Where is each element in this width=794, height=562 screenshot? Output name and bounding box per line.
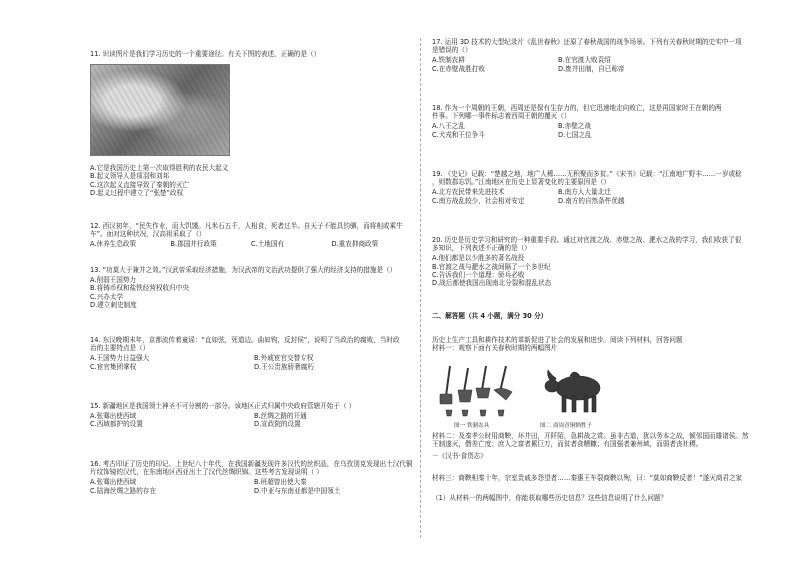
question-stem: 20. 历史是历史学习和研究的一种重要手段。通过对官渡之战、赤壁之战、淝水之战的学习，我们收获了很 bbox=[432, 236, 742, 244]
option-c[interactable]: C.陆海丝绸之路的存在 bbox=[90, 486, 157, 495]
question-13 bbox=[90, 266, 396, 309]
battle-illustration bbox=[90, 64, 230, 156]
option-a[interactable]: A.它是我国历史上第一次取得胜利的农民大起义 bbox=[90, 164, 229, 173]
option-c[interactable]: C.在赤壁战胜打败 bbox=[432, 64, 485, 73]
option-c[interactable]: C.告诉我们一个道理：骄兵必败 bbox=[432, 270, 525, 279]
intro-text: 历史上生产工具和耕作技术的革新促进了社会的发展和进步。阅读下列材料，回答问题 bbox=[432, 336, 683, 344]
option-b[interactable]: B.官渡之战与淝水之战间隔了一个多世纪 bbox=[432, 262, 551, 271]
question-stem: 是错误的（） bbox=[432, 46, 472, 55]
option-d[interactable]: D.宣政院的设置 bbox=[254, 420, 301, 429]
option-b[interactable]: B.南方人大量北迁 bbox=[558, 188, 611, 197]
section-heading: 二、解答题（共 4 小题，满分 30 分） bbox=[432, 312, 548, 320]
question-15 bbox=[90, 402, 412, 429]
option-a[interactable]: A.铁制农耕 bbox=[432, 56, 465, 65]
bronze-ox-figure bbox=[540, 362, 610, 420]
question-20 bbox=[432, 236, 772, 287]
material-2-text: 王制遂灭，僭差亡度；庶人之富者累巨万，而贫者食糟糠；有国强者兼州域，而弱者丧社稷。 bbox=[432, 440, 703, 449]
column-divider bbox=[420, 38, 421, 538]
option-b[interactable]: B.赤壁之战 bbox=[558, 122, 591, 131]
option-c[interactable]: C.土地国有 bbox=[251, 240, 285, 249]
option-a[interactable]: A.北方农民带来先进技术 bbox=[432, 188, 505, 197]
material-2 bbox=[432, 432, 772, 461]
question-12 bbox=[90, 222, 412, 249]
option-c[interactable]: C.这次起义直接导致了秦朝的灭亡 bbox=[90, 180, 190, 189]
question-stem: 14. 东汉晚期末年，京都流传着童谣：“直如弦，死道边。曲如钩，反封侯”，说明了当政治的腐败，当时政 bbox=[90, 336, 400, 344]
option-c[interactable]: C.兴办太学 bbox=[90, 292, 124, 301]
option-d[interactable]: D.战后都使我国出现南北分裂和混乱状态 bbox=[432, 279, 552, 288]
option-b[interactable]: B.起义领导人是项羽和刘邦 bbox=[90, 172, 170, 181]
option-a[interactable]: A.削弱王国势力 bbox=[90, 276, 137, 285]
material-3 bbox=[432, 474, 772, 482]
option-a[interactable]: A.张骞出使西域 bbox=[90, 478, 137, 487]
question-16 bbox=[90, 460, 412, 495]
option-d[interactable]: D.中亚与东南亚都是中国领土 bbox=[254, 486, 341, 495]
question-stem: 多知识，下列表述不正确的是（） bbox=[432, 244, 531, 253]
question-stem: 13. “功莫大于兼并之效。”汉武帝采取经济措施，为汉武帝的文治武功提供了强大的经济支持的措施是（） bbox=[90, 266, 397, 274]
option-b[interactable]: B.在官渡大败袁绍 bbox=[558, 56, 611, 65]
material-1-label: 材料一：观察下面有关春秋时期的两幅图片 bbox=[432, 344, 558, 353]
option-c[interactable]: C.宦官集团掌权 bbox=[90, 362, 137, 371]
question-stem: 18. 作为一个周朝的王朝，西周还是保有生存力的，但它迅速地走向败亡，这是再国家时王在朝的两 bbox=[432, 104, 722, 112]
figure-2-caption: 图二 商周青铜牺牲子 bbox=[540, 423, 593, 429]
sub-question-text: （1）从材料一的两幅图中，你能获取哪些历史信息？这些信息说明了什么问题？ bbox=[432, 494, 667, 502]
option-b[interactable]: B.郡国并行政策 bbox=[170, 240, 217, 249]
option-d[interactable]: D.废井田制，自已称帝 bbox=[558, 64, 625, 73]
option-d[interactable]: D.建立刺史制度 bbox=[90, 300, 137, 309]
question-stem: 17. 运用 3D 技术的大型纪录片《乱世春秋》还原了春秋战国的战争场景。下列有关春秋时期的史实中一项 bbox=[432, 38, 742, 46]
question-21 bbox=[432, 336, 772, 352]
question-stem: ，则数郡忘饥。”江南地区在历史上显著变化的主要原因是（） bbox=[432, 178, 611, 187]
question-stem: 15. 新疆地区是我国领土神圣不可分割的一部分。该地区正式归属中央政府管辖开始于（ ） bbox=[90, 402, 356, 410]
question-19 bbox=[432, 170, 772, 205]
option-d[interactable]: D.七国之乱 bbox=[558, 130, 592, 139]
material-3-text: 材料三：商鞅相秦十年，宗室贵戚多怨望者……秦惠王车裂商鞅以殉，曰：“莫如商鞅反者！”遂灭商君之家 bbox=[432, 474, 743, 482]
figure-1-caption: 图一 铁制农具 bbox=[454, 423, 490, 429]
option-c[interactable]: C.西域都护的设置 bbox=[90, 420, 143, 429]
option-d[interactable]: D.王公贵族骄奢腐朽 bbox=[254, 362, 314, 371]
option-b[interactable]: B.将铸币权和盐铁经营权收归中央 bbox=[90, 284, 189, 293]
option-a[interactable]: A.他们都是以少胜多的著名战役 bbox=[432, 254, 525, 263]
question-stem: 件事。下列哪一事件标志着西周王朝的覆灭（） bbox=[432, 112, 571, 121]
iron-tools-figure bbox=[436, 362, 526, 420]
sub-question-1 bbox=[432, 494, 772, 502]
question-stem: 16. 考古印证了历史的印记。上世纪八十年代，在我国新疆发现许多汉代的丝织品，在乌孜别克发现出土汉代铜 bbox=[90, 460, 412, 468]
question-14 bbox=[90, 336, 412, 371]
option-c[interactable]: C.犬戎和王位争斗 bbox=[432, 130, 485, 139]
option-b[interactable]: B.丝绸之路的开通 bbox=[254, 412, 307, 421]
option-b[interactable]: B.外戚宦官交替专权 bbox=[254, 354, 314, 363]
option-b[interactable]: B.班超曾出使大秦 bbox=[254, 478, 307, 487]
question-17 bbox=[432, 38, 772, 73]
question-18 bbox=[432, 104, 772, 139]
question-11 bbox=[90, 50, 320, 197]
option-a[interactable]: A.王国势力日益强大 bbox=[90, 354, 150, 363]
question-stem: 车”。面对这种状况，汉高祖采取了（） bbox=[90, 230, 206, 239]
question-stem: 片纹饰镜的汉代，在东南地区西亚出土了汉代丝绸织锦。这些考古发现说明（ ） bbox=[90, 468, 323, 477]
material-2-text: 材料二：及秦孝公时用商鞅，坏井田，开阡陌，急耕战之赏。虽非古道，犹以务本之故，倾邻国而雄诸侯。然 bbox=[432, 432, 749, 440]
option-d[interactable]: D.重农抑商政策 bbox=[331, 240, 379, 249]
option-c[interactable]: C.南方战乱较少，社会相对安定 bbox=[432, 196, 525, 205]
option-a[interactable]: A.八王之乱 bbox=[432, 122, 465, 131]
option-a[interactable]: A.张骞出使西域 bbox=[90, 412, 137, 421]
option-d[interactable]: D.起义过程中建立了“张楚”政权 bbox=[90, 188, 184, 197]
question-stem: 12. 西汉初年，“民失作业，而大饥馑。凡米石五千，人相食，死者过半。自天子不能具钧驷，而将相或乘牛 bbox=[90, 222, 403, 230]
question-stem: 11. 识读图片是我们学习历史的一个重要途径。有关下图的表述，正确的是（） bbox=[90, 50, 321, 58]
option-d[interactable]: D.南方的自然条件优越 bbox=[558, 196, 625, 205]
question-stem: 治的主要特点是（） bbox=[90, 344, 150, 353]
material-2-source: －《汉书·食货志》 bbox=[432, 452, 487, 461]
question-stem: 19. 《史记》记载：“楚越之地，地广人稀……无积聚而多贫。”《宋书》记载：“江南地广野丰……一岁或稔 bbox=[432, 170, 742, 178]
option-a[interactable]: A.休养生息政策 bbox=[90, 240, 137, 249]
